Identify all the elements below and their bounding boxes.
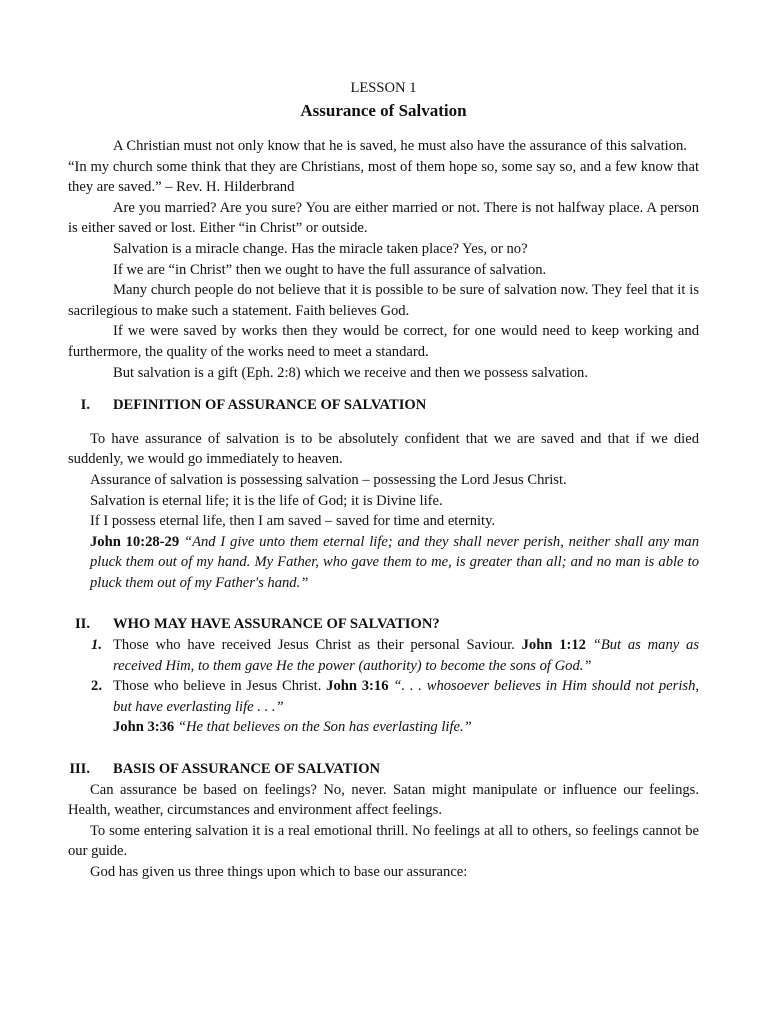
list-text: Those who have received Jesus Christ as their personal Saviour.: [113, 637, 515, 654]
section-number: II.: [74, 616, 90, 633]
verse-reference: John 1:12: [521, 637, 586, 654]
verse-text: “And I give unto them eternal life; and they shall never perish, neither shall any man pluck them out of my hand. My Father, who gave them to me, is greater than all; and no man is able to pluck them out of my Father's hand.”: [90, 533, 699, 591]
list-number: 2.: [91, 678, 102, 695]
section-title: BASIS OF ASSURANCE OF SALVATION: [113, 761, 381, 778]
definition-paragraph: Assurance of salvation is possessing salvation – possessing the Lord Jesus Christ.: [90, 471, 567, 488]
section-number: III.: [69, 761, 90, 778]
who-section: [68, 635, 699, 738]
intro-section: [68, 136, 699, 383]
scripture-quote: [68, 532, 699, 594]
list-number: 1.: [91, 637, 102, 654]
section-heading-basis: [68, 759, 699, 780]
document-content: [68, 78, 699, 883]
section-heading-who: [68, 614, 699, 635]
basis-section: [68, 780, 699, 883]
list-item: [68, 676, 699, 717]
section-title: DEFINITION OF ASSURANCE OF SALVATION: [113, 397, 427, 414]
intro-quote: “In my church some think that they are Christians, most of them hope so, some say so, and a few know that they are saved.” – Rev. H. Hilderbrand: [68, 158, 699, 196]
definition-paragraph: To have assurance of salvation is to be absolutely confident that we are saved and that if we died suddenly, we would go immediately to heaven.: [68, 430, 699, 468]
lesson-label: LESSON 1: [350, 80, 417, 96]
scripture-quote: [68, 717, 699, 738]
intro-paragraph: Are you married? Are you sure? You are either married or not. There is not halfway place. A person is either saved or lost. Either “in Christ” or outside.: [68, 199, 699, 237]
definition-paragraph: Salvation is eternal life; it is the life of God; it is Divine life.: [90, 492, 443, 509]
section-heading-definition: [68, 395, 699, 416]
basis-paragraph: God has given us three things upon which to base our assurance:: [90, 864, 468, 880]
definition-section: [68, 429, 699, 594]
definition-paragraph: If I possess eternal life, then I am saved – saved for time and eternity.: [90, 513, 496, 530]
list-item: [68, 635, 699, 676]
intro-paragraph: Many church people do not believe that it is possible to be sure of salvation now. They feel that it is sacrilegious to make such a statement. Faith believes God.: [68, 282, 699, 319]
basis-paragraph: Can assurance be based on feelings? No, never. Satan might manipulate or influence our feelings. Health, weather, circumstances and environment affect feelings.: [68, 781, 699, 819]
verse-reference: John 3:16: [326, 678, 389, 695]
verse-text: “. . . whosoever believes in Him should not perish, but have everlasting life . . .”: [113, 678, 700, 715]
intro-paragraph: If we were saved by works then they would be correct, for one would need to keep working and furthermore, the quality of the works need to meet a standard.: [68, 323, 699, 360]
section-number: I.: [80, 397, 90, 414]
intro-paragraph: If we are “in Christ” then we ought to have the full assurance of salvation.: [113, 261, 547, 278]
basis-paragraph: To some entering salvation it is a real emotional thrill. No feelings at all to others, so feelings cannot be our guide.: [68, 822, 699, 860]
intro-paragraph: A Christian must not only know that he is saved, he must also have the assurance of this salvation.: [113, 138, 687, 154]
verse-reference: John 3:36: [113, 719, 175, 736]
list-text: Those who believe in Jesus Christ.: [113, 678, 322, 695]
intro-paragraph: Salvation is a miracle change. Has the miracle taken place? Yes, or no?: [113, 240, 528, 257]
intro-paragraph: But salvation is a gift (Eph. 2:8) which we receive and then we possess salvation.: [113, 364, 588, 381]
verse-reference: John 10:28-29: [90, 533, 180, 550]
section-title: WHO MAY HAVE ASSURANCE OF SALVATION?: [113, 616, 440, 633]
verse-text: “But as many as received Him, to them gave He the power (authority) to become the sons of God.”: [113, 637, 699, 674]
verse-text: “He that believes on the Son has everlasting life.”: [177, 719, 472, 736]
lesson-title: Assurance of Salvation: [300, 101, 467, 120]
